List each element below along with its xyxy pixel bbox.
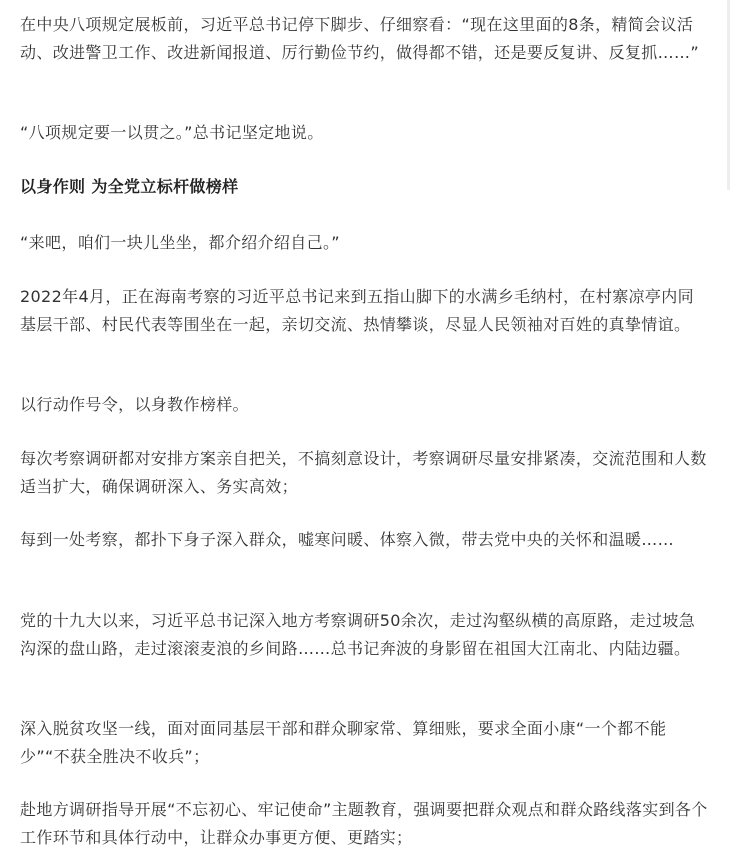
paragraph-5: 以行动作号令，以身教作榜样。: [20, 395, 249, 414]
paragraph-4: 2022年4月，正在海南考察的习近平总书记来到五指山脚下的水满乡毛纳村，在村寨凉亭内同基层干部、村民代表等围坐在一起，亲切交流、热情攀谈，尽显人民领袖对百姓的真挚情谊。: [20, 287, 694, 334]
paragraph-1: 在中央八项规定展板前，习近平总书记停下脚步、仔细察看：“现在这里面的8条，精简会议活动、改进警卫工作、改进新闻报道、厉行勤俭节约，做得都不错，还是要反复讲、反复抓……”: [20, 15, 699, 62]
paragraph-2: “八项规定要一以贯之。”总书记坚定地说。: [20, 123, 324, 142]
paragraph-6: 每次考察调研都对安排方案亲自把关，不搞刻意设计，考察调研尽量安排紧凑，交流范围和人数适当扩大，确保调研深入、务实高效；: [20, 449, 707, 496]
paragraph-8: 党的十九大以来，习近平总书记深入地方考察调研50余次，走过沟壑纵横的高原路，走过坡急沟深的盘山路，走过滚滚麦浪的乡间路……总书记奔波的身影留在祖国大江南北、内陆边疆。: [20, 611, 696, 658]
section-heading: 以身作则 为全党立标杆做榜样: [20, 177, 239, 196]
paragraph-9: 深入脱贫攻坚一线，面对面同基层干部和群众聊家常、算细账，要求全面小康“一个都不能少”“不获全胜决不收兵”；: [20, 719, 667, 766]
paragraph-3: “来吧，咱们一块儿坐坐，都介绍介绍自己。”: [20, 233, 340, 252]
paragraph-7: 每到一处考察，都扑下身子深入群众，嘘寒问暖、体察入微，带去党中央的关怀和温暖……: [20, 530, 675, 549]
paragraph-10: 赴地方调研指导开展“不忘初心、牢记使命”主题教育，强调要把群众观点和群众路线落实到各个工作环节和具体行动中，让群众办事更方便、更踏实；: [20, 800, 708, 847]
